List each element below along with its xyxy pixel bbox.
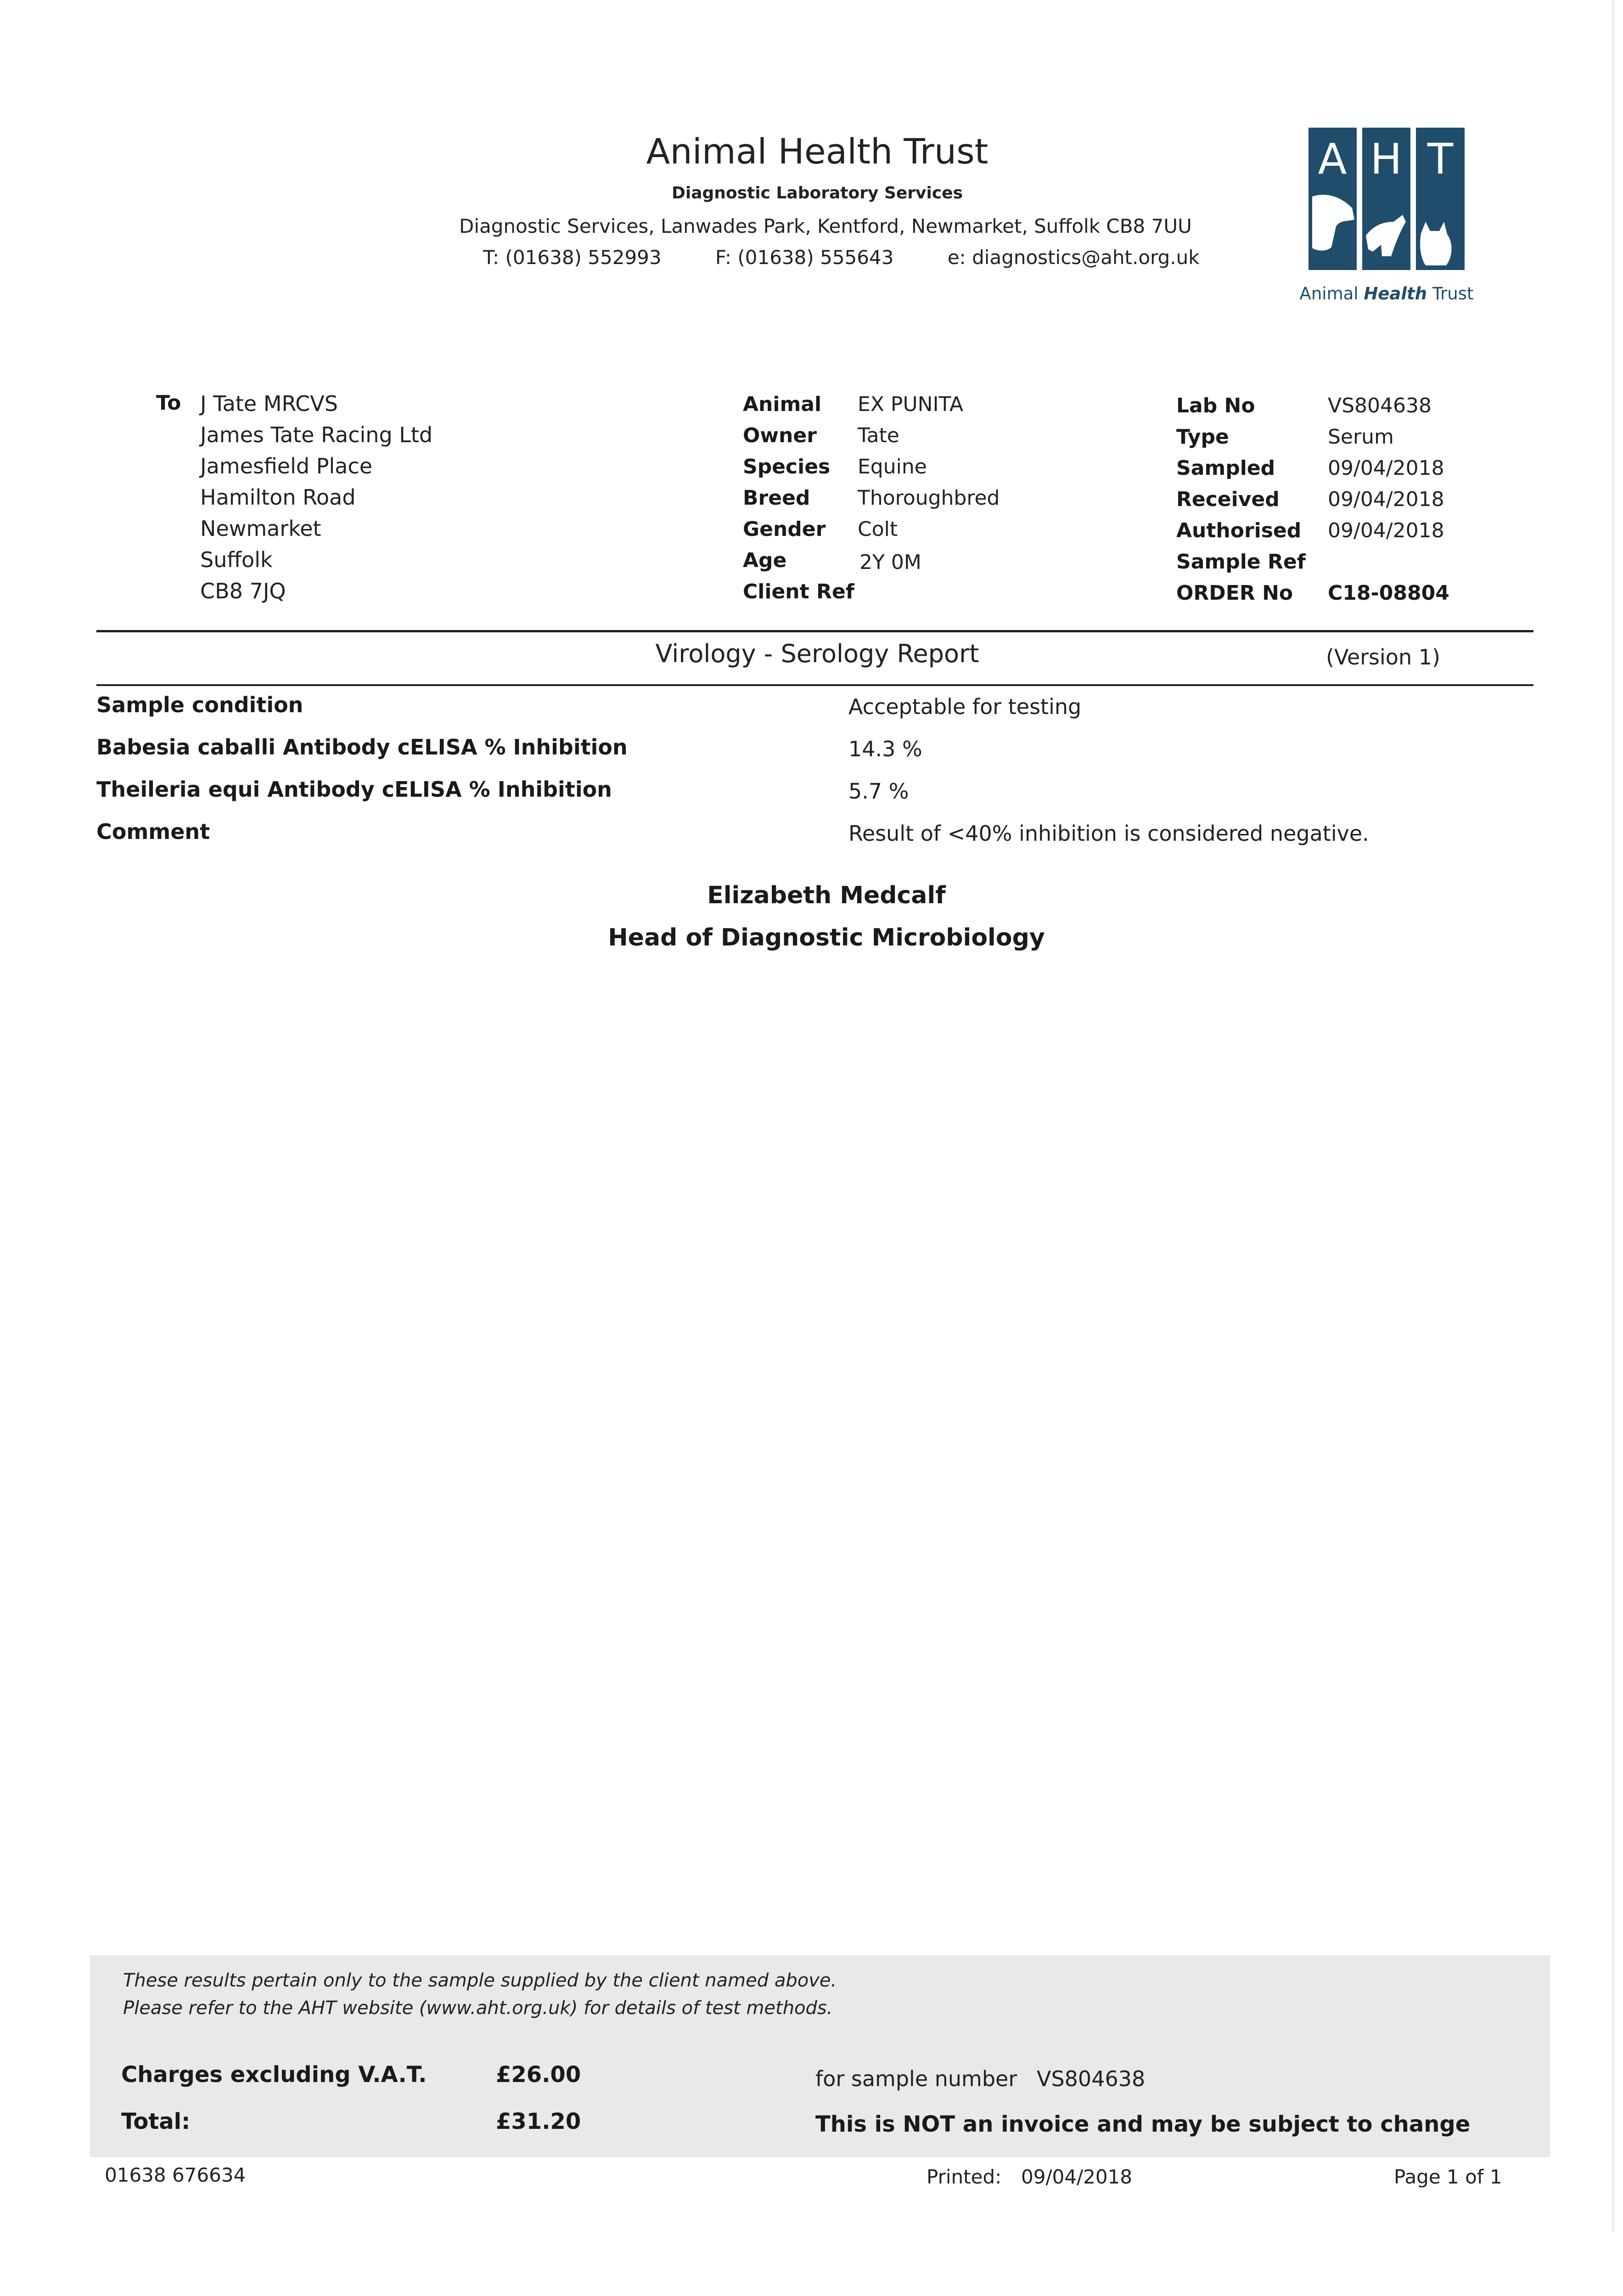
total-label: Total: xyxy=(121,2109,191,2134)
recipient-line: Suffolk xyxy=(200,547,273,572)
page-number: Page 1 of 1 xyxy=(1394,2166,1502,2188)
result-label: Comment xyxy=(96,819,210,844)
authorised-value: 09/04/2018 xyxy=(1328,519,1444,542)
animal-value: EX PUNITA xyxy=(858,393,964,416)
recipient-line: J Tate MRCVS xyxy=(200,391,338,416)
report-title: Virology - Serology Report xyxy=(655,639,979,668)
authorised-label: Authorised xyxy=(1176,519,1302,542)
not-invoice-notice: This is NOT an invoice and may be subject to change xyxy=(815,2111,1471,2137)
result-value: 14.3 % xyxy=(848,737,922,761)
disclaimer-line: These results pertain only to the sample supplied by the client named above. xyxy=(123,1970,837,1991)
order-no-label: ORDER No xyxy=(1176,581,1293,605)
org-subtitle: Diagnostic Laboratory Services xyxy=(671,184,963,203)
age-label: Age xyxy=(743,549,787,572)
sampled-value: 09/04/2018 xyxy=(1328,456,1444,480)
species-value: Equine xyxy=(858,455,927,478)
result-value: Acceptable for testing xyxy=(848,694,1082,719)
result-label: Babesia caballi Antibody cELISA % Inhibition xyxy=(96,735,628,760)
logo-caption: Animal Health Trust xyxy=(1299,284,1474,304)
breed-label: Breed xyxy=(743,486,810,510)
org-address: Diagnostic Services, Lanwades Park, Kentford, Newmarket, Suffolk CB8 7UU xyxy=(459,215,1192,237)
logo-letter-a: A xyxy=(1318,135,1347,184)
gender-label: Gender xyxy=(743,518,826,541)
type-value: Serum xyxy=(1328,425,1394,449)
gender-value: Colt xyxy=(858,518,898,541)
rule-top xyxy=(96,630,1533,632)
signatory-role: Head of Diagnostic Microbiology xyxy=(608,924,1045,951)
species-label: Species xyxy=(743,455,831,478)
recipient-line: Jamesfield Place xyxy=(200,454,373,478)
org-fax: F: (01638) 555643 xyxy=(715,246,894,269)
owner-label: Owner xyxy=(743,424,817,447)
result-label: Theileria equi Antibody cELISA % Inhibition xyxy=(96,777,612,802)
recipient-line: James Tate Racing Ltd xyxy=(200,422,433,447)
page-edge xyxy=(1612,0,1614,2232)
charges-value: £26.00 xyxy=(496,2062,581,2088)
printed-date: 09/04/2018 xyxy=(1021,2166,1133,2188)
received-value: 09/04/2018 xyxy=(1328,488,1444,511)
total-value: £31.20 xyxy=(496,2109,581,2134)
sample-ref-label: Sample Ref xyxy=(1176,550,1306,574)
rule-bottom xyxy=(96,684,1533,686)
report-version: (Version 1) xyxy=(1326,645,1440,670)
result-label: Sample condition xyxy=(96,692,303,717)
client-ref-label: Client Ref xyxy=(743,580,854,603)
recipient-line: Hamilton Road xyxy=(200,485,356,510)
type-label: Type xyxy=(1176,425,1229,449)
org-email: e: diagnostics@aht.org.uk xyxy=(947,246,1200,269)
breed-value: Thoroughbred xyxy=(858,486,1000,510)
org-title: Animal Health Trust xyxy=(646,131,988,172)
footer-phone: 01638 676634 xyxy=(105,2164,246,2186)
sampled-label: Sampled xyxy=(1176,456,1275,480)
printed-label: Printed: xyxy=(927,2166,1002,2188)
disclaimer-line: Please refer to the AHT website (www.aht.org.uk) for details of test methods. xyxy=(123,1998,833,2019)
lab-no-label: Lab No xyxy=(1176,394,1255,417)
animal-label: Animal xyxy=(743,393,822,416)
to-label: To xyxy=(156,391,181,415)
recipient-line: Newmarket xyxy=(200,516,321,541)
received-label: Received xyxy=(1176,488,1280,511)
org-phone: T: (01638) 552993 xyxy=(483,246,662,269)
order-no-value: C18-08804 xyxy=(1328,581,1449,605)
aht-logo xyxy=(1309,128,1465,270)
sample-number-label: for sample number xyxy=(815,2066,1017,2091)
recipient-line: CB8 7JQ xyxy=(200,579,286,603)
logo-letter-h: H xyxy=(1370,135,1402,184)
logo-letter-t: T xyxy=(1427,135,1454,184)
result-value: Result of <40% inhibition is considered negative. xyxy=(848,821,1369,846)
owner-value: Tate xyxy=(858,424,899,447)
sample-number-value: VS804638 xyxy=(1037,2066,1146,2091)
age-value: 2Y 0M xyxy=(859,551,921,574)
charges-label: Charges excluding V.A.T. xyxy=(121,2062,427,2088)
org-contact xyxy=(459,246,1200,269)
result-value: 5.7 % xyxy=(848,779,909,804)
signatory-name: Elizabeth Medcalf xyxy=(707,882,946,909)
lab-no-value: VS804638 xyxy=(1328,394,1432,417)
